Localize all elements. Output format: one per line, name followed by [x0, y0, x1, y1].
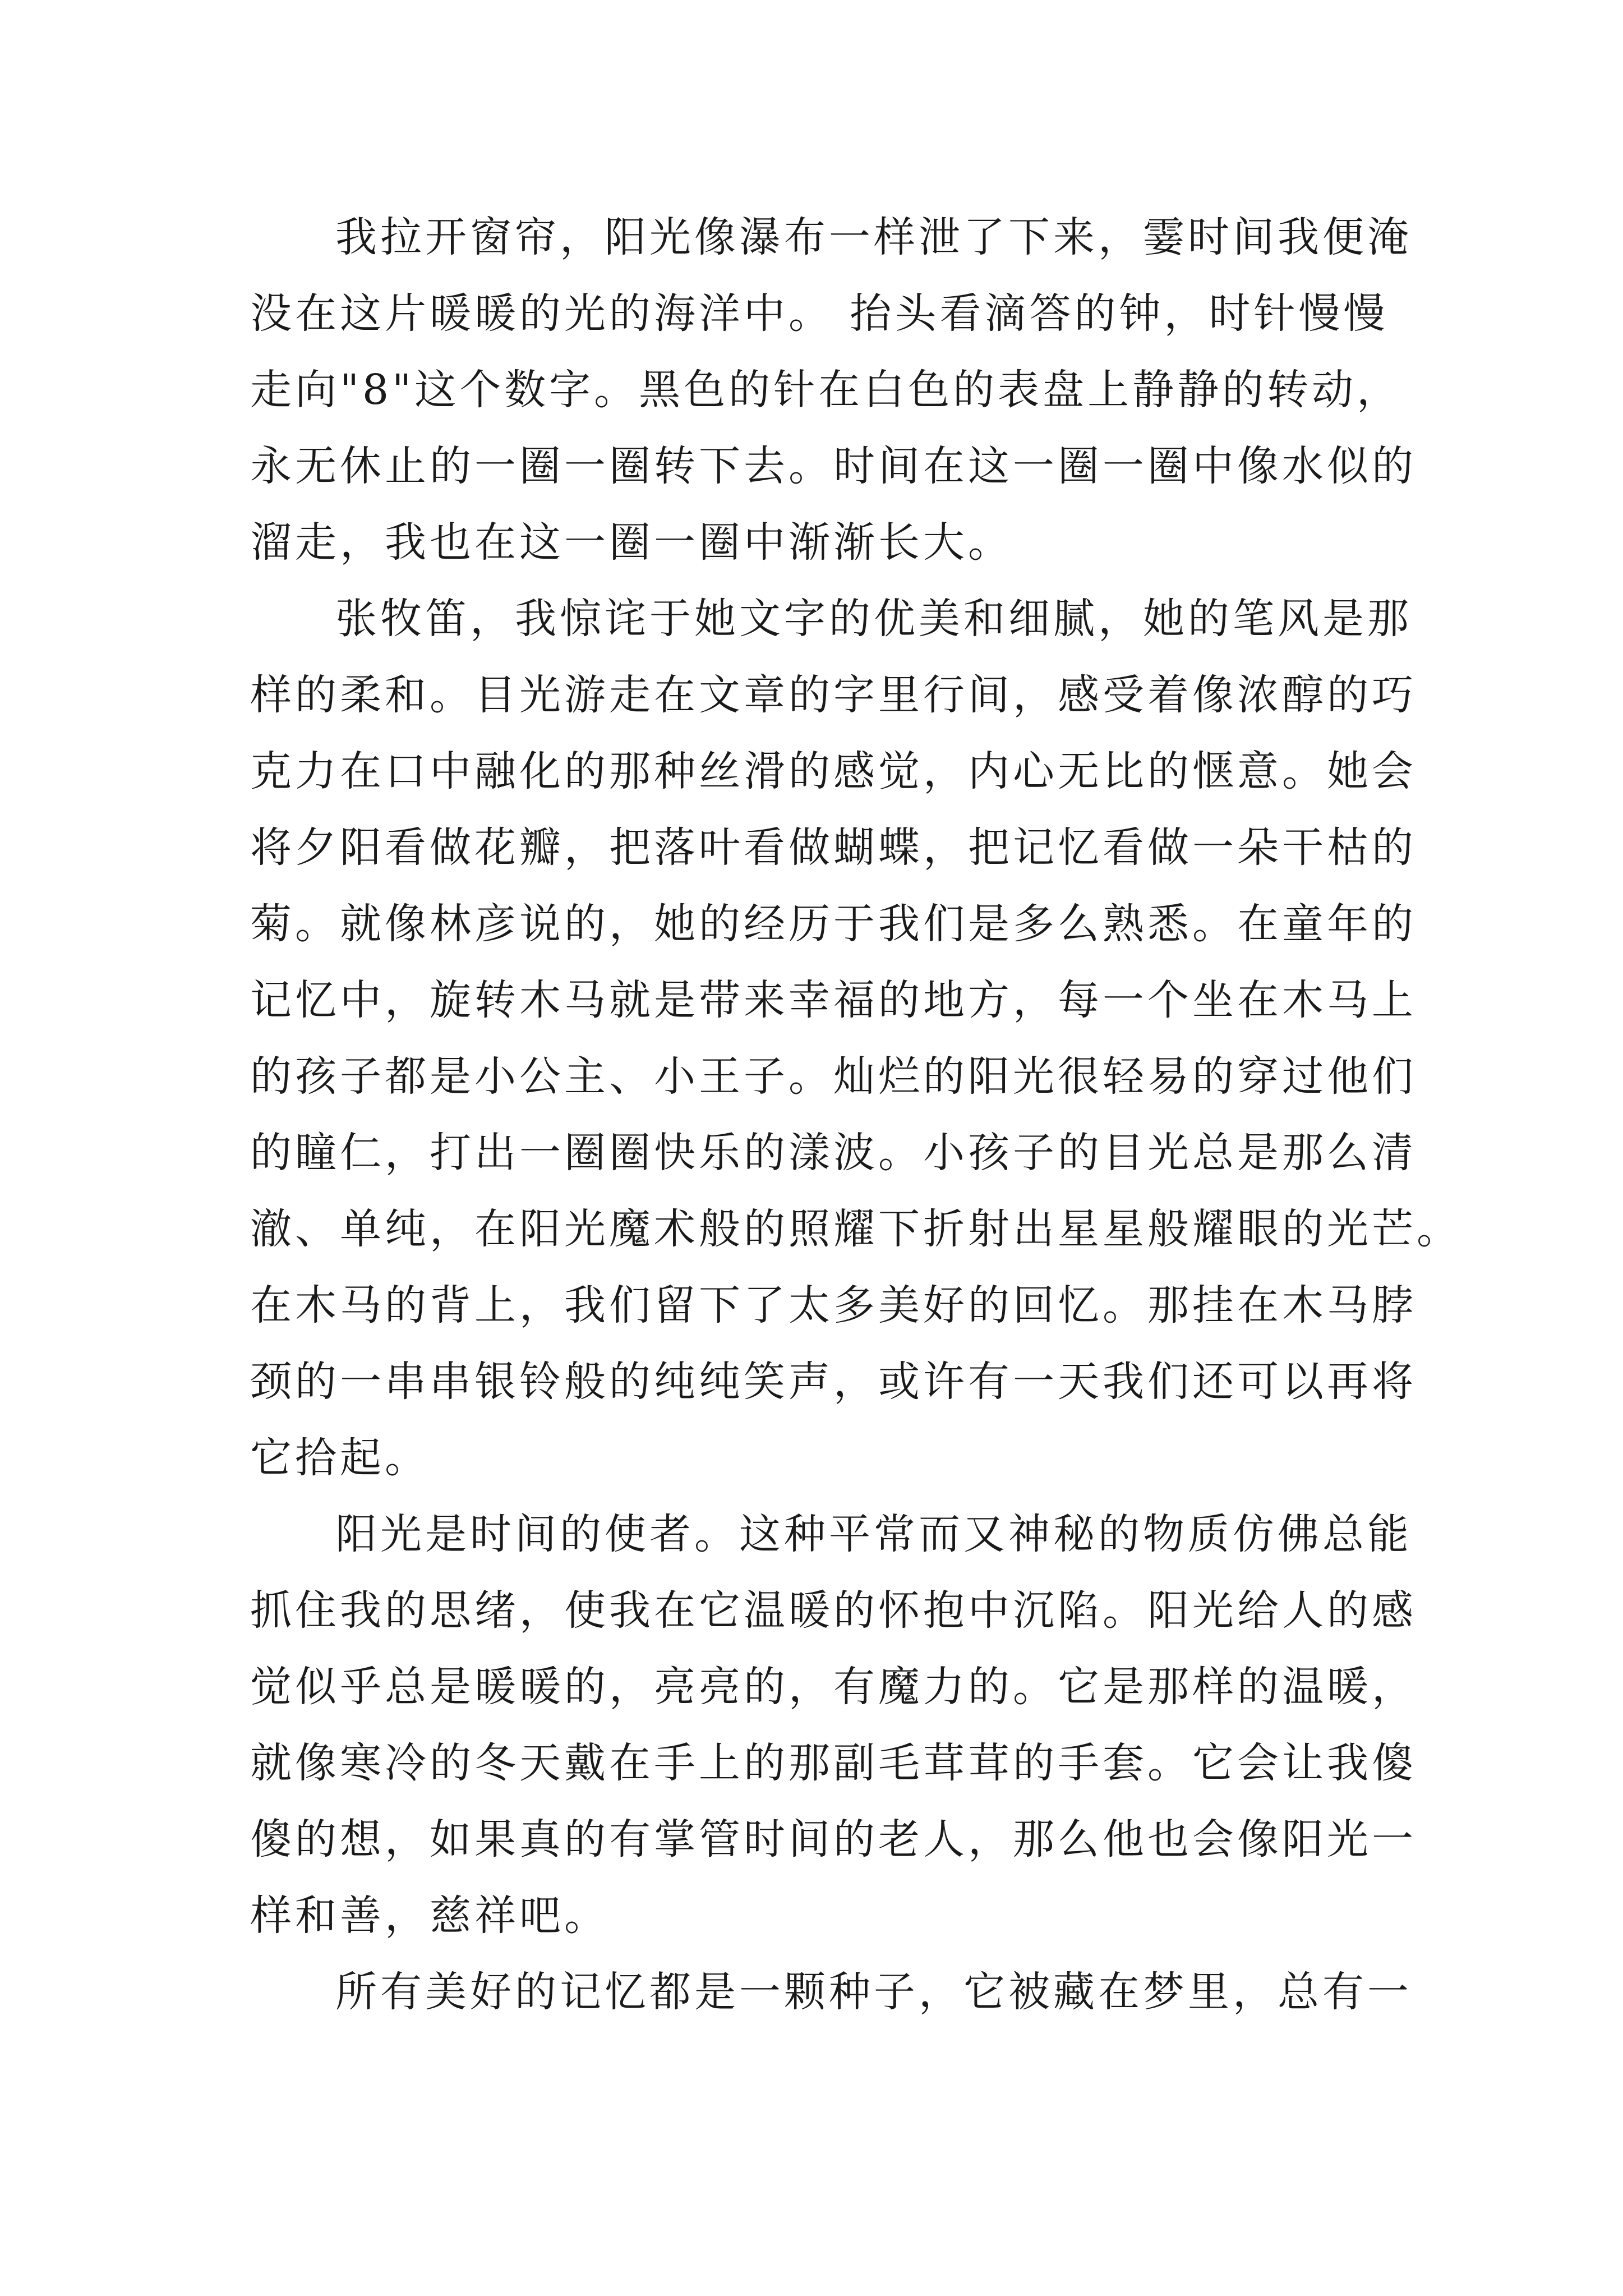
text-line: 就像寒冷的冬天戴在手上的那副毛茸茸的手套。它会让我傻 [250, 1739, 1417, 1787]
text-line: 阳光是时间的使者。这种平常而又神秘的物质仿佛总能 [335, 1510, 1412, 1558]
text-line: 觉似乎总是暖暖的，亮亮的，有魔力的。它是那样的温暖， [250, 1663, 1417, 1711]
text-line: 将夕阳看做花瓣，把落叶看做蝴蝶，把记忆看做一朵干枯的 [250, 823, 1417, 872]
text-line: 记忆中，旋转木马就是带来幸福的地方，每一个坐在木马上 [250, 976, 1417, 1024]
text-line: 在木马的背上，我们留下了太多美好的回忆。那挂在木马脖 [250, 1281, 1417, 1329]
text-line: 溜走，我也在这一圈一圈中渐渐长大。 [250, 518, 1013, 567]
text-line: 傻的想，如果真的有掌管时间的老人，那么他也会像阳光一 [250, 1815, 1417, 1864]
text-line: 它拾起。 [250, 1434, 430, 1482]
text-line: 永无休止的一圈一圈转下去。时间在这一圈一圈中像水似的 [250, 442, 1417, 490]
article-body [250, 199, 1461, 2030]
text-line: 的孩子都是小公主、小王子。灿烂的阳光很轻易的穿过他们 [250, 1052, 1417, 1101]
text-line: 张牧笛，我惊诧于她文字的优美和细腻，她的笔风是那 [335, 595, 1412, 643]
text-line: 的瞳仁，打出一圈圈快乐的漾波。小孩子的目光总是那么清 [250, 1129, 1417, 1177]
text-line: 菊。就像林彦说的，她的经历于我们是多么熟悉。在童年的 [250, 900, 1417, 948]
text-line: 澈、单纯，在阳光魔术般的照耀下折射出星星般耀眼的光芒。 [250, 1205, 1461, 1253]
text-line: 样和善，慈祥吧。 [250, 1892, 609, 1940]
text-line: 抓住我的思绪，使我在它温暖的怀抱中沉陷。阳光给人的感 [250, 1586, 1417, 1635]
text-line: 克力在口中融化的那种丝滑的感觉，内心无比的惬意。她会 [250, 747, 1417, 795]
text-line: 颈的一串串银铃般的纯纯笑声，或许有一天我们还可以再将 [250, 1358, 1417, 1406]
text-line: 所有美好的记忆都是一颗种子，它被藏在梦里，总有一 [335, 1968, 1412, 2016]
text-line: 没在这片暖暖的光的海洋中。 抬头看滴答的钟，时针慢慢 [250, 289, 1389, 338]
text-line: 走向"8"这个数字。黑色的针在白色的表盘上静静的转动， [250, 366, 1402, 414]
text-line: 样的柔和。目光游走在文章的字里行间，感受着像浓醇的巧 [250, 671, 1417, 719]
text-line: 我拉开窗帘，阳光像瀑布一样泄了下来，霎时间我便淹 [335, 213, 1412, 261]
